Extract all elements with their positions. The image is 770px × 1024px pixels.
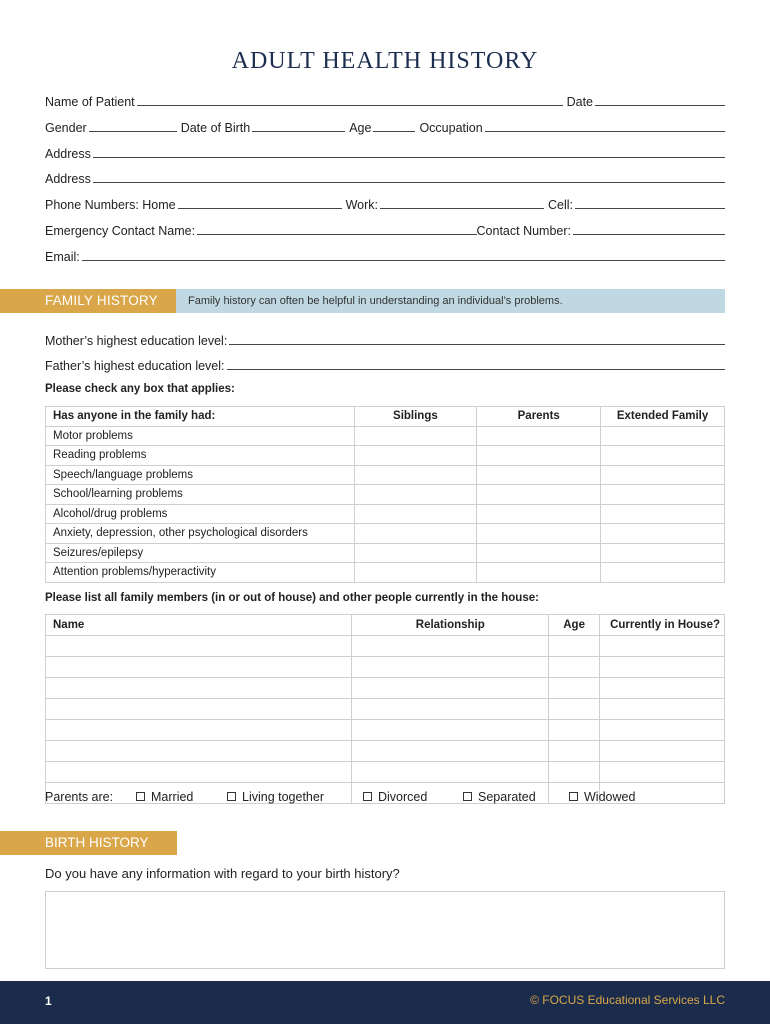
relationship-cell[interactable] [352,720,549,741]
column-header: Parents [477,407,601,427]
address-row-1 [45,145,725,161]
emergency-contact-label: Emergency Contact Name: [45,224,196,238]
age-cell[interactable] [549,720,600,741]
table-row [46,699,725,720]
condition-label: Motor problems [46,426,355,446]
gender-row [45,119,725,135]
extended-family-cell[interactable] [601,426,725,446]
parents-are-label: Parents are: [45,790,114,804]
relationship-cell[interactable] [352,741,549,762]
birth-history-question: Do you have any information with regard to your birth history? [45,866,400,881]
parents-status-row [45,790,725,806]
family-conditions-table [45,406,725,583]
address-label-2: Address [45,172,91,186]
age-cell[interactable] [549,741,600,762]
emergency-row [45,222,725,238]
table-header-row [46,407,725,427]
parents-cell[interactable] [477,426,601,446]
members-instruction: Please list all family members (in or out of house) and other people currently in the house: [45,592,539,604]
table-row [46,636,725,657]
in-house-cell[interactable] [600,636,725,657]
siblings-cell[interactable] [354,543,477,563]
parents-cell[interactable] [477,504,601,524]
extended-family-cell[interactable] [601,543,725,563]
checkbox-icon[interactable] [227,792,236,801]
relationship-cell[interactable] [352,699,549,720]
siblings-cell[interactable] [354,504,477,524]
column-header: Age [549,615,600,636]
siblings-cell[interactable] [354,485,477,505]
table-row [46,657,725,678]
email-row [45,248,725,264]
table-row [46,426,725,446]
in-house-cell[interactable] [600,741,725,762]
relationship-cell[interactable] [352,678,549,699]
address-field-2[interactable] [93,182,725,183]
age-cell[interactable] [549,657,600,678]
parents-cell[interactable] [477,446,601,466]
condition-label: Seizures/epilepsy [46,543,355,563]
in-house-cell[interactable] [600,657,725,678]
divorced-label: Divorced [378,790,428,804]
siblings-cell[interactable] [354,446,477,466]
mother-education-field[interactable] [229,344,725,345]
table-row [46,465,725,485]
father-education-field[interactable] [227,369,725,370]
check-instruction: Please check any box that applies: [45,383,235,395]
table-header-row [46,615,725,636]
name-cell[interactable] [46,720,352,741]
extended-family-cell[interactable] [601,504,725,524]
emergency-contact-field[interactable] [197,234,476,235]
family-members-table [45,614,725,804]
siblings-cell[interactable] [354,524,477,544]
email-label: Email: [45,250,80,264]
condition-label: Speech/language problems [46,465,355,485]
separated-label: Separated [478,790,536,804]
name-of-patient-label: Name of Patient [45,95,135,109]
phone-cell-field[interactable] [575,208,725,209]
married-option[interactable] [136,790,193,804]
extended-family-cell[interactable] [601,446,725,466]
patient-name-row [45,93,725,109]
extended-family-cell[interactable] [601,524,725,544]
parents-cell[interactable] [477,563,601,583]
table-row [46,762,725,783]
column-header: Name [46,615,352,636]
married-label: Married [151,790,194,804]
date-field[interactable] [595,105,725,106]
condition-label: School/learning problems [46,485,355,505]
page-footer [0,981,770,1024]
checkbox-icon[interactable] [136,792,145,801]
widowed-label: Widowed [584,790,636,804]
relationship-cell[interactable] [352,762,549,783]
age-cell[interactable] [549,636,600,657]
relationship-cell[interactable] [352,636,549,657]
contact-number-label: Contact Number: [476,224,571,238]
name-cell[interactable] [46,741,352,762]
column-header: Siblings [354,407,477,427]
phone-cell-label: Cell: [547,198,573,212]
living-together-label: Living together [242,790,325,804]
extended-family-cell[interactable] [601,465,725,485]
table-row [46,720,725,741]
table-row [46,524,725,544]
phone-work-field[interactable] [380,208,544,209]
age-label: Age [349,121,372,135]
birth-history-textarea[interactable] [45,891,725,969]
gender-label: Gender [45,121,87,135]
separated-option[interactable] [463,790,536,804]
siblings-cell[interactable] [354,465,477,485]
table-row [46,543,725,563]
phone-home-label: Phone Numbers: Home [45,198,176,212]
in-house-cell[interactable] [600,720,725,741]
column-header: Currently in House? [600,615,725,636]
father-education-label: Father’s highest education level: [45,359,225,373]
age-field[interactable] [373,131,415,132]
parents-cell[interactable] [477,485,601,505]
condition-label: Alcohol/drug problems [46,504,355,524]
table-row [46,485,725,505]
extended-family-cell[interactable] [601,485,725,505]
age-cell[interactable] [549,699,600,720]
phone-work-label: Work: [345,198,379,212]
siblings-cell[interactable] [354,563,477,583]
contact-number-field[interactable] [573,234,725,235]
address-label-1: Address [45,147,91,161]
phone-row [45,196,725,212]
birth-history-heading: BIRTH HISTORY [0,831,177,855]
table-row [46,678,725,699]
column-header: Extended Family [601,407,725,427]
family-history-description: Family history can often be helpful in understanding an individual’s problems. [176,289,725,313]
date-label: Date [566,95,593,109]
in-house-cell[interactable] [600,699,725,720]
widowed-option[interactable] [569,790,635,804]
age-cell[interactable] [549,762,600,783]
checkbox-icon[interactable] [463,792,472,801]
living-together-option[interactable] [227,790,324,804]
mother-education-label: Mother’s highest education level: [45,334,228,348]
parents-cell[interactable] [477,465,601,485]
name-of-patient-field[interactable] [137,105,563,106]
occupation-label: Occupation [419,121,483,135]
dob-field[interactable] [252,131,345,132]
page-number: 1 [45,994,52,1008]
in-house-cell[interactable] [600,762,725,783]
mother-education-row [45,332,725,348]
occupation-field[interactable] [485,131,725,132]
column-header: Relationship [352,615,549,636]
copyright-text: © FOCUS Educational Services LLC [530,993,725,1007]
parents-cell[interactable] [477,524,601,544]
table-row [46,504,725,524]
family-history-heading: FAMILY HISTORY [0,289,176,313]
email-field[interactable] [82,260,725,261]
father-education-row [45,357,725,373]
address-row-2 [45,170,725,186]
parents-cell[interactable] [477,543,601,563]
relationship-cell[interactable] [352,657,549,678]
extended-family-cell[interactable] [601,563,725,583]
condition-label: Attention problems/hyperactivity [46,563,355,583]
condition-label: Anxiety, depression, other psychological disorders [46,524,355,544]
gender-field[interactable] [89,131,177,132]
name-cell[interactable] [46,699,352,720]
name-cell[interactable] [46,678,352,699]
condition-label: Reading problems [46,446,355,466]
name-cell[interactable] [46,636,352,657]
dob-label: Date of Birth [180,121,251,135]
divorced-option[interactable] [363,790,427,804]
name-cell[interactable] [46,657,352,678]
name-cell[interactable] [46,762,352,783]
table-row [46,741,725,762]
address-field-1[interactable] [93,157,725,158]
age-cell[interactable] [549,678,600,699]
column-header: Has anyone in the family had: [46,407,355,427]
checkbox-icon[interactable] [363,792,372,801]
siblings-cell[interactable] [354,426,477,446]
checkbox-icon[interactable] [569,792,578,801]
table-row [46,446,725,466]
in-house-cell[interactable] [600,678,725,699]
phone-home-field[interactable] [178,208,342,209]
table-row [46,563,725,583]
page-title: ADULT HEALTH HISTORY [231,48,539,74]
